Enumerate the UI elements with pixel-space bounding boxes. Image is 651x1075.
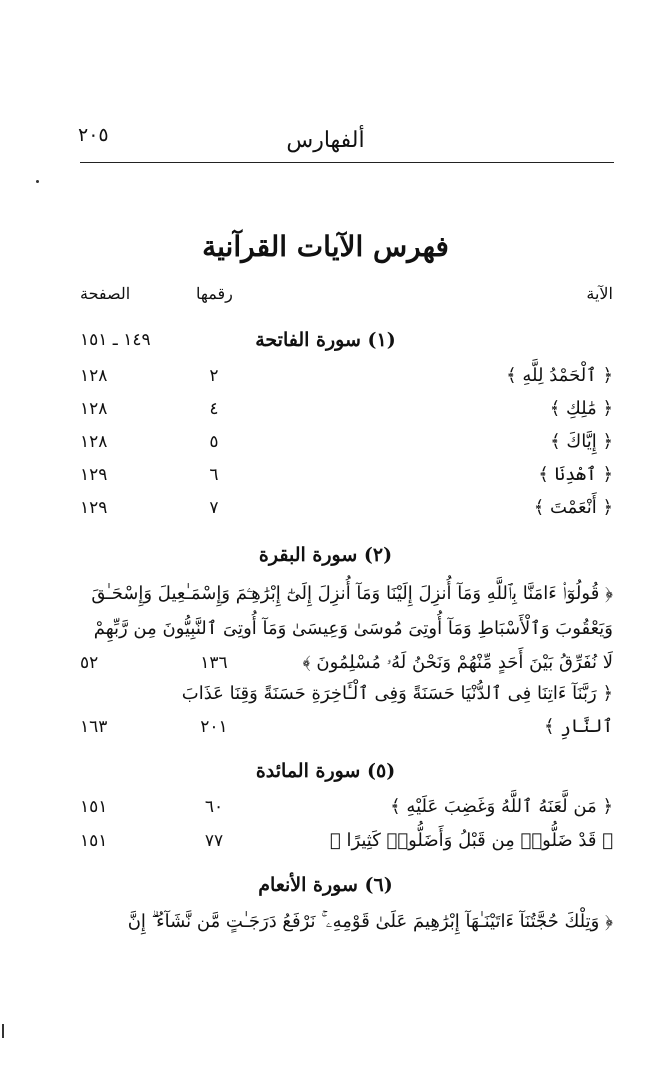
edge-mark bbox=[2, 1024, 4, 1038]
ayah-text: ﴿ ٱلْحَمْدُ لِلَّهِ ﴾ bbox=[506, 365, 613, 386]
ayah-text: ﴿ مَٰلِكِ ﴾ bbox=[549, 398, 613, 419]
surah-heading-anam: (٦) سورة الأنعام bbox=[258, 874, 393, 896]
surah-heading-fatiha: (١) سورة الفاتحة bbox=[255, 329, 396, 351]
ayah-page: ١٢٨ bbox=[80, 432, 108, 452]
ayah-number: ٦ bbox=[209, 465, 219, 485]
ayah-text: ﴿ أَنْعَمْتَ ﴾ bbox=[533, 497, 613, 518]
ayah-number: ٢٠١ bbox=[200, 717, 228, 737]
ayah-number: ١٣٦ bbox=[200, 653, 228, 673]
column-header-page: الصفحة bbox=[80, 284, 131, 303]
header-rule bbox=[80, 162, 614, 163]
ayah-text: ﴿ إِيَّاكَ ﴾ bbox=[550, 431, 613, 452]
column-header-ayah: الآية bbox=[586, 284, 613, 303]
ayah-page: ١٥١ bbox=[80, 831, 108, 851]
ayah-page: ١٥١ bbox=[80, 797, 108, 817]
ayah-text: ﴿ ٱهْدِنَا ﴾ bbox=[538, 464, 613, 485]
ayah-page: ١٢٩ bbox=[80, 498, 108, 518]
ayah-number: ٦٠ bbox=[204, 797, 224, 817]
page-number: ٢٠٥ bbox=[78, 124, 109, 146]
ayah-page: ١٢٨ bbox=[80, 366, 108, 386]
ayah-text-line: لَا نُفَرِّقُ بَيْنَ أَحَدٍ مِّنْهُمْ وَنَحْنُ لَهُۥ مُسْلِمُونَ ﴾ bbox=[302, 652, 613, 673]
index-title: فهرس الآيات القرآنية bbox=[202, 230, 449, 263]
running-title: ألفهارس bbox=[286, 128, 365, 153]
ayah-page: ١٢٨ bbox=[80, 399, 108, 419]
ayah-text-line: ﴿ وَتِلْكَ حُجَّتُنَآ ءَاتَيْنَـٰهَآ إِبْرَٰهِيمَ عَلَىٰ قَوْمِهِۦ ۚ نَرْفَعُ دَرَجَـٰتٍ مَّن نَّشَآءُ ۗ إِنَّ bbox=[127, 911, 613, 932]
ayah-text: ﴿ مَن لَّعَنَهُ ٱللَّهُ وَغَضِبَ عَلَيْهِ ﴾ bbox=[390, 796, 613, 817]
ayah-text-line: ﴿ رَبَّنَآ ءَاتِنَا فِى ٱلدُّنْيَا حَسَنَةً وَفِى ٱلْـَٔاخِرَةِ حَسَنَةً وَقِنَا عَذَابَ bbox=[181, 683, 613, 704]
ayah-text-line: ﴿ قُولُوٓا۟ ءَامَنَّا بِٱللَّهِ وَمَآ أُنزِلَ إِلَيْنَا وَمَآ أُنزِلَ إِلَىٰٓ إِبْرَٰهِـۧمَ وَإِسْمَـٰعِيلَ وَإِسْحَـٰقَ bbox=[91, 583, 613, 604]
ayah-text-line: وَيَعْقُوبَ وَٱلْأَسْبَاطِ وَمَآ أُوتِىَ مُوسَىٰ وَعِيسَىٰ وَمَآ أُوتِىَ ٱلنَّبِيُّونَ مِن رَّبِّهِمْ bbox=[93, 618, 613, 639]
page-speck bbox=[36, 180, 39, 183]
ayah-number: ٢ bbox=[209, 366, 219, 386]
ayah-number: ٧٧ bbox=[204, 831, 224, 851]
surah-page-range-fatiha: ١٤٩ ـ ١٥١ bbox=[80, 330, 151, 350]
surah-heading-baqara: (٢) سورة البقرة bbox=[258, 544, 393, 566]
ayah-text: ﴿ قَدْ ضَلُّوا۟ مِن قَبْلُ وَأَضَلُّوا۟ كَثِيرًا ﴾ bbox=[329, 830, 613, 851]
ayah-number: ٤ bbox=[209, 399, 219, 419]
ayah-page: ١٢٩ bbox=[80, 465, 108, 485]
surah-heading-maida: (٥) سورة المائدة bbox=[255, 760, 396, 782]
column-header-number: رقمها bbox=[196, 284, 233, 303]
ayah-page: ١٦٣ bbox=[80, 717, 108, 737]
ayah-text-line: ٱلنَّارِ ﴾ bbox=[543, 716, 613, 737]
ayah-number: ٥ bbox=[209, 432, 219, 452]
ayah-page: ٥٢ bbox=[80, 653, 99, 673]
ayah-number: ٧ bbox=[209, 498, 219, 518]
